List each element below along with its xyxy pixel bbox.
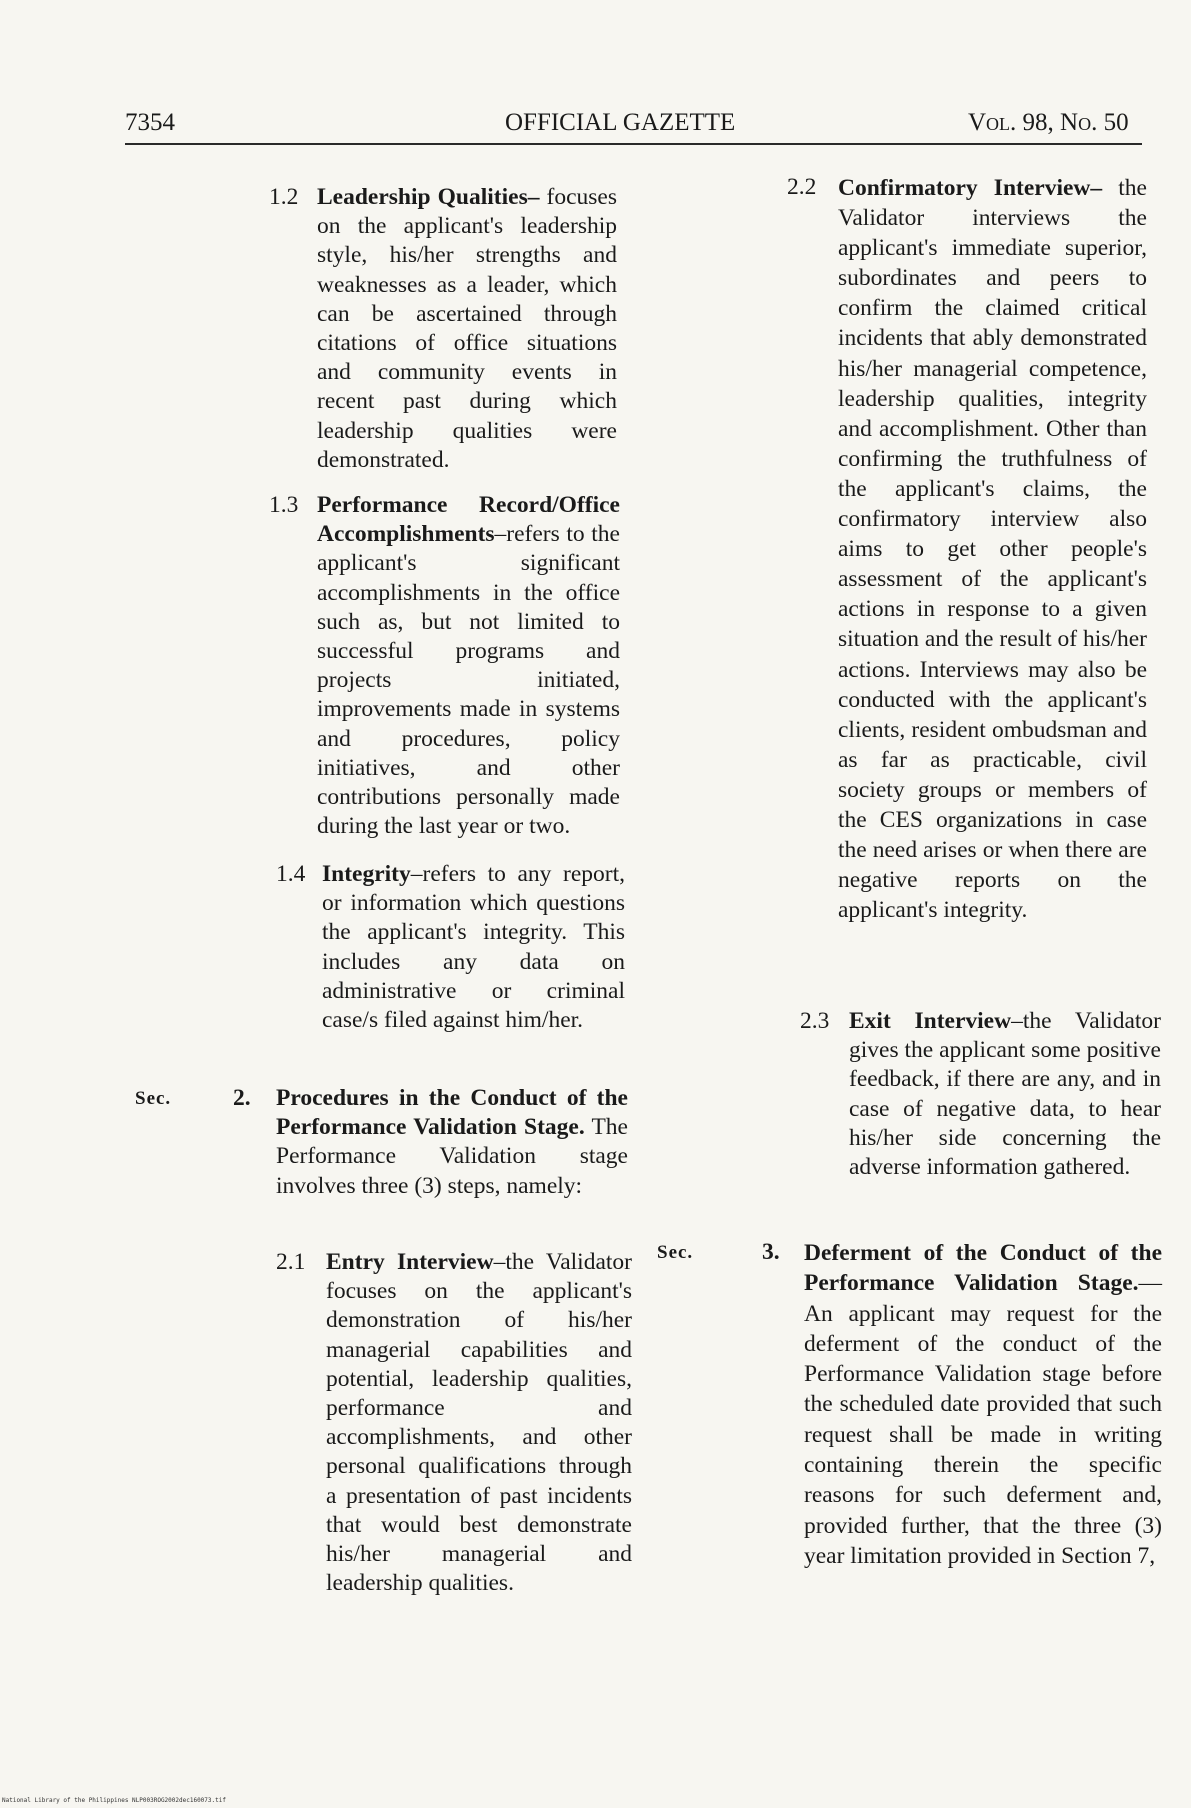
item-number: 2.3: [800, 1008, 830, 1034]
item-body: –the Validator gives the applicant some positive feedback, if there are any, and in case of negative data, to hear his/her side concerning the adverse information gathered.: [849, 1008, 1161, 1181]
section-heading: Procedures in the Conduct of the Performance Validation Stage.: [276, 1085, 628, 1141]
item-body: –refers to any report, or information which questions the applicant's integrity. This includes any data on administrative or criminal case/s filed against him/her.: [322, 861, 625, 1034]
section-number: 3.: [762, 1239, 780, 1265]
publication-title: OFFICIAL GAZETTE: [505, 109, 736, 136]
header-rule: [125, 143, 1142, 145]
item-body: –the Validator focuses on the applicant's demonstration of his/her managerial capabilities and potential, leadership qualities, performance and accomplishments, and other personal qualifications through a presentation of past incidents that would best demonstrate his/her managerial and leadership qualities.: [326, 1249, 632, 1597]
item-body: –refers to the applicant's significant accomplishments in the office such as, but not limited to successful programs and projects initiated, improvements made in systems and procedures, policy initiatives, and other contributions personally made during the last year or two.: [317, 521, 620, 840]
item-body: focuses on the applicant's leadership style, his/her strengths and weaknesses as a leader, which can be ascertained through citations of office situations and community events in recent past during which leadership qualities were demonstrated.: [317, 184, 618, 473]
scan-footer: National Library of the Philippines NLP003ROG2002dec160073.tif: [2, 1797, 226, 1804]
item-number: 1.4: [276, 861, 306, 887]
section-body: The Performance Validation stage involves three (3) steps, namely:: [276, 1114, 628, 1199]
item-heading: Entry Interview: [326, 1249, 494, 1275]
section-heading: Deferment of the Conduct of the Performance Validation Stage.: [804, 1240, 1162, 1297]
item-heading: Leadership Qualities–: [317, 184, 540, 210]
volume-number: Vol. 98, No. 50: [968, 109, 1129, 136]
section-number: 2.: [233, 1085, 251, 1111]
page-number: 7354: [125, 109, 175, 136]
item-number: 1.3: [269, 492, 299, 518]
section-label: Sec.: [135, 1088, 172, 1109]
item-number: 2.1: [276, 1249, 306, 1275]
item-body: the Validator interviews the applicant's immediate superior, subordinates and peers to confirm the claimed critical incidents that ably demonstrated his/her managerial competence, leadership qualities, integrity and accomplishment. Other than confirming the truthfulness of the applicant's claims, the confirmatory interview also aims to get other people's assessment of the applicant's actions in response to a given situation and the result of his/her actions. Interviews may also be conducted with the applicant's clients, resident ombudsman and as far as practicable, civil society groups or members of the CES organizations in case the need arises or when there are negative reports on the applicant's integrity.: [838, 175, 1147, 924]
section-label: Sec.: [657, 1242, 694, 1263]
item-heading: Confirmatory Interview–: [838, 175, 1103, 201]
item-heading: Integrity: [322, 861, 411, 887]
section-body: —An applicant may request for the deferment of the conduct of the Performance Validation stage before the scheduled date provided that such request shall be made in writing containing therein the specific reasons for such deferment and, provided further, that the three (3) year limitation provided in Section 7,: [804, 1270, 1162, 1569]
item-number: 1.2: [269, 184, 299, 210]
item-number: 2.2: [787, 174, 817, 200]
item-heading: Performance Record/Office Accomplishments: [317, 492, 620, 548]
item-heading: Exit Interview: [849, 1008, 1012, 1034]
